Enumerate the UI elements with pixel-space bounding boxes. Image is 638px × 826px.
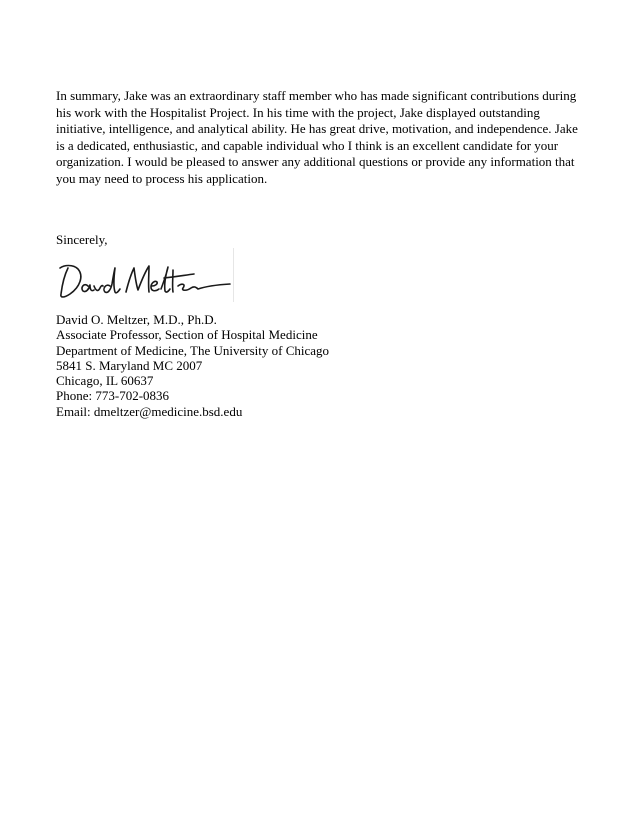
address-line-1: 5841 S. Maryland MC 2007: [56, 357, 203, 373]
email-address: Email: dmeltzer@medicine.bsd.edu: [56, 403, 243, 419]
handwritten-signature: [54, 256, 244, 302]
summary-paragraph: In summary, Jake was an extraordinary staff member who has made significant contributions during his work with the Hospitalist Project. In his time with the project, Jake displayed outstanding initiative, intelligence, and analytical ability. He has great drive, motivation, and independence. Jake is a dedicated, enthusiastic, and capable individual who I think is an excellent candidate for your organization. I would be pleased to answer any additional questions or provide any information that you may need to process his application.: [56, 88, 578, 186]
signatory-name: David O. Meltzer, M.D., Ph.D.: [56, 312, 217, 327]
address-line-2: Chicago, IL 60637: [56, 373, 154, 389]
signatory-title: Associate Professor, Section of Hospital Medicine: [56, 327, 318, 343]
signature-crop-edge: [233, 248, 234, 302]
signature-block: [56, 312, 329, 419]
signatory-department: Department of Medicine, The University of Chicago: [56, 342, 330, 358]
phone-number: Phone: 773-702-0836: [56, 388, 170, 404]
closing-salutation: Sincerely,: [56, 232, 108, 247]
